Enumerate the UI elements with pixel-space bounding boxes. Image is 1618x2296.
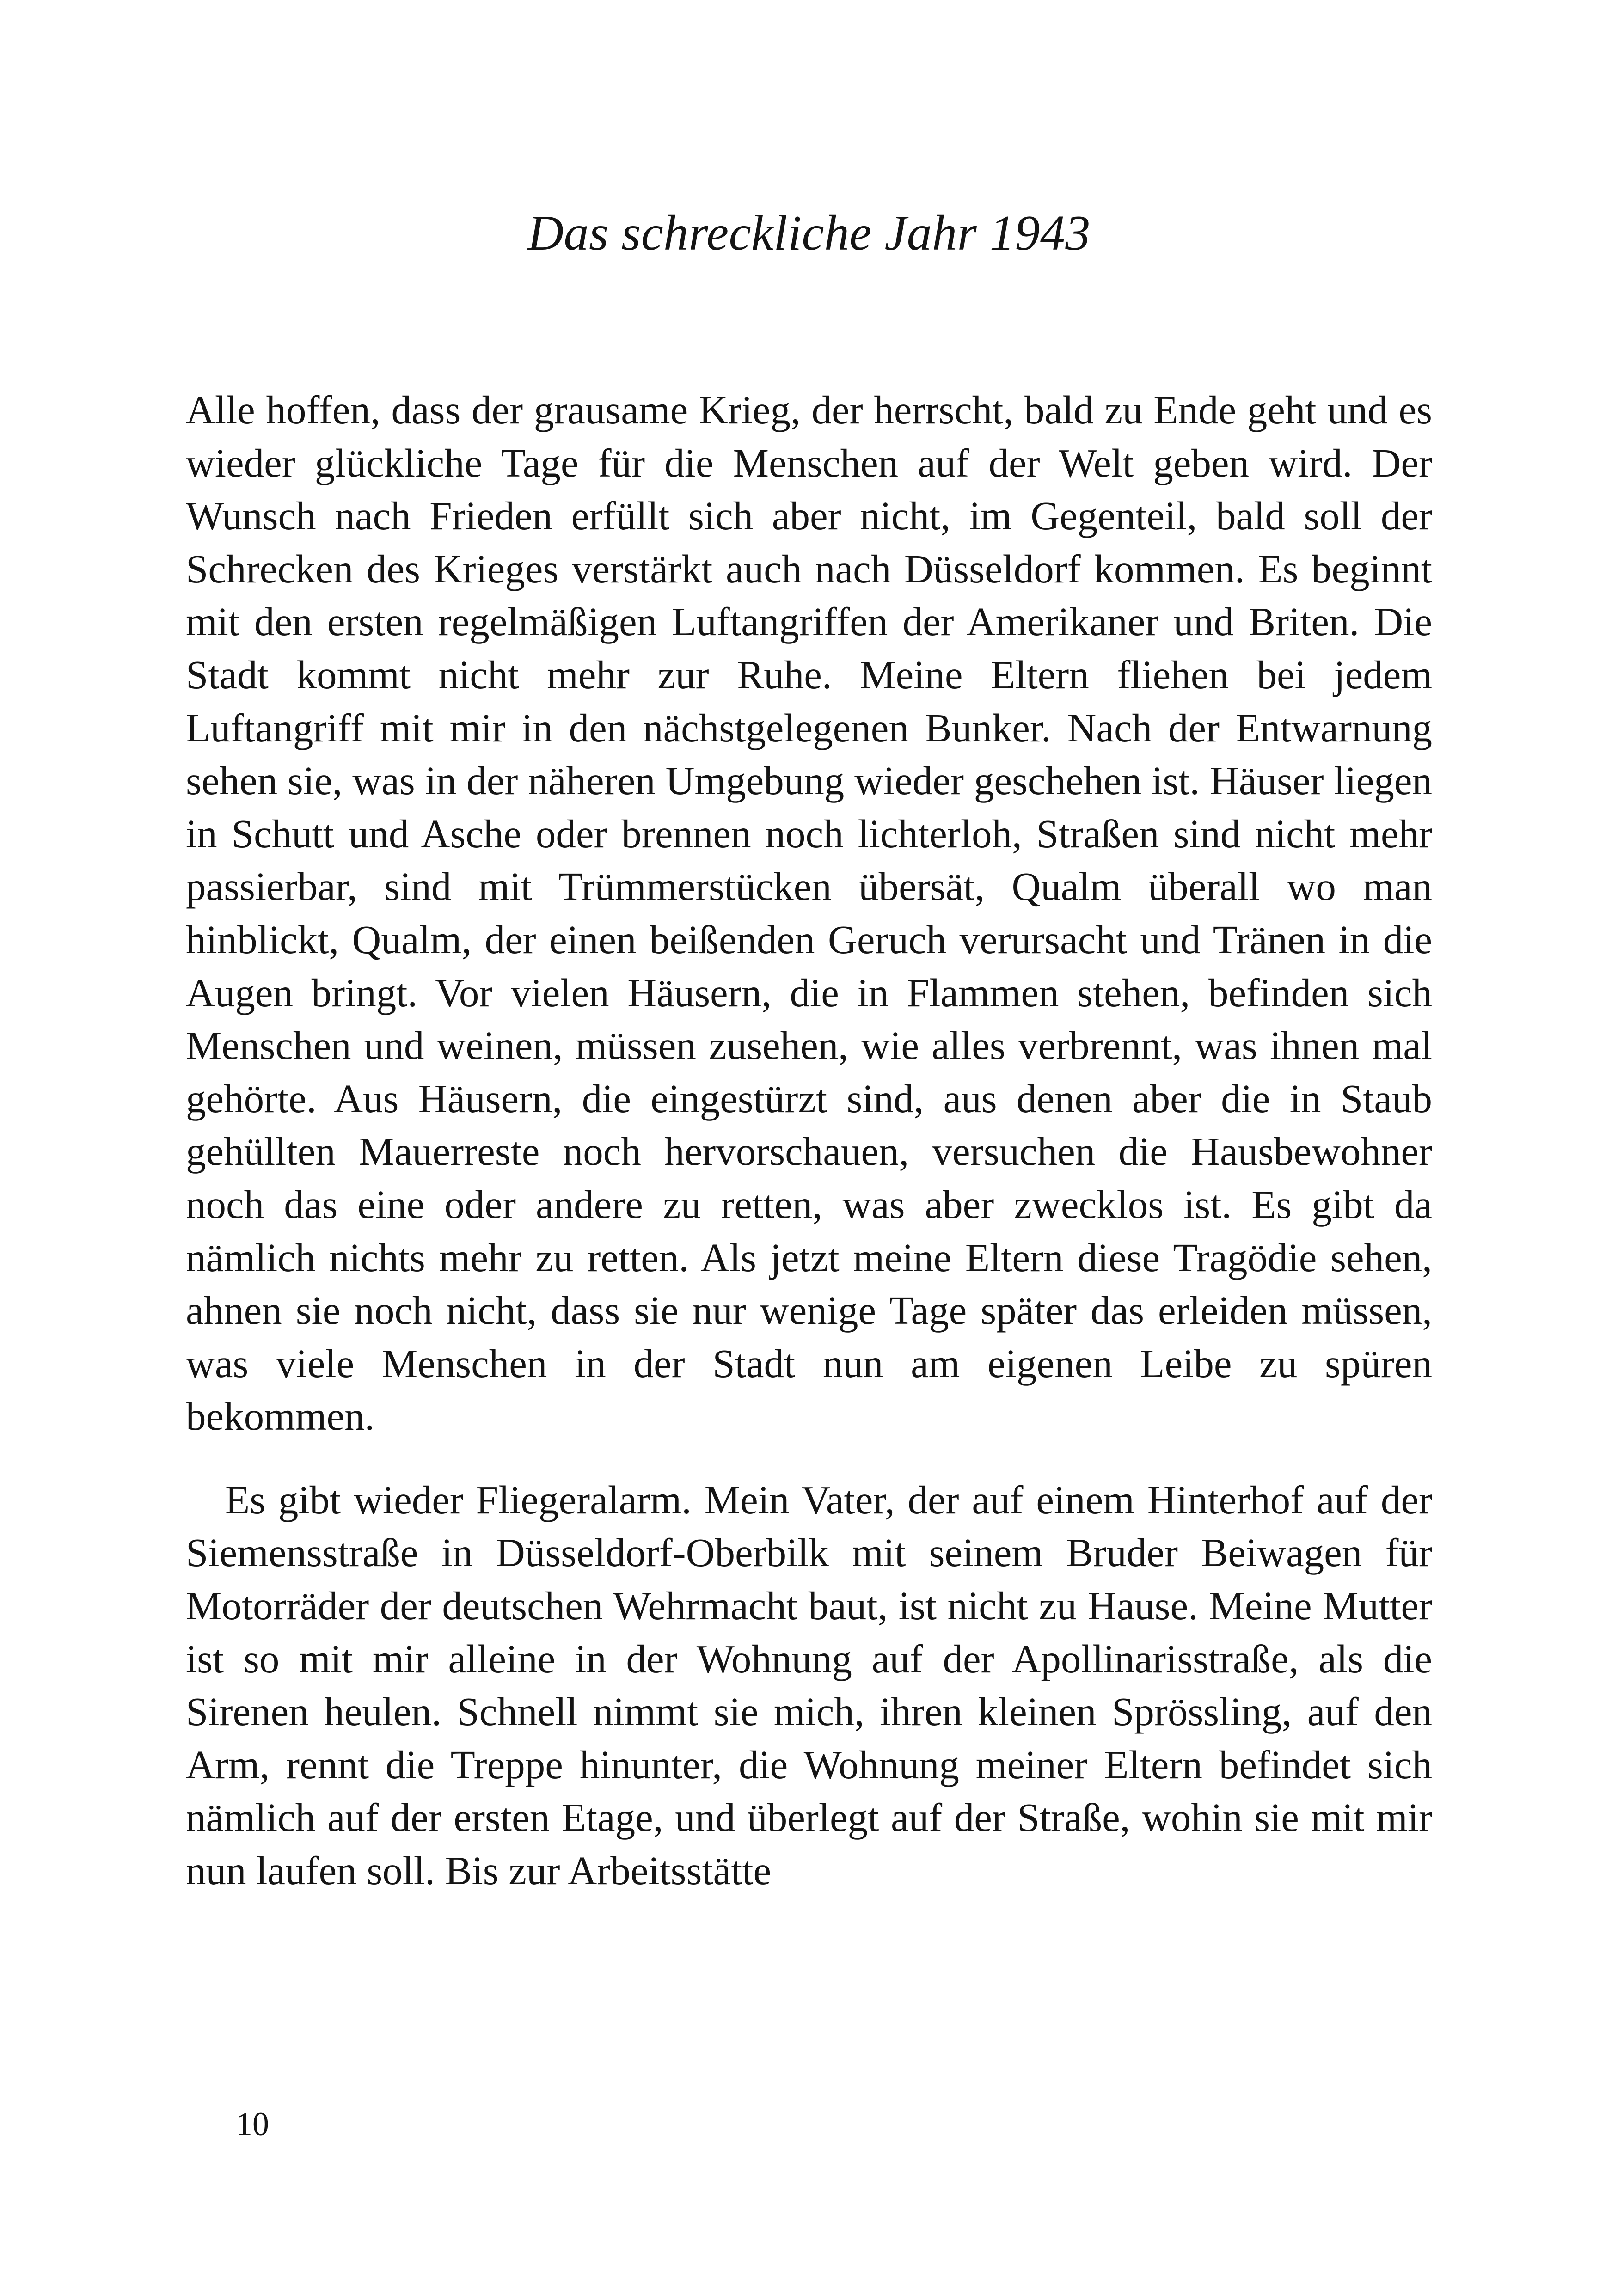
- body-text: [186, 384, 1432, 1898]
- chapter-title: Das schreckliche Jahr 1943: [527, 206, 1091, 261]
- page-number: 10: [236, 2106, 269, 2143]
- paragraph-2: Es gibt wieder Fliegeralarm. Mein Vater, der auf einem Hinterhof auf der Siemensstraße in Düsseldorf-Oberbilk mit seinem Bruder Beiwagen für Motorräder der deutschen Wehrmacht baut, ist nicht zu Hause. Meine Mutter ist so mit mir alleine in der Wohnung auf der Apollinarisstraße, als die Sirenen heulen. Schnell nimmt sie mich, ihren kleinen Sprössling, auf den Arm, rennt die Treppe hinunter, die Wohnung meiner Eltern befindet sich nämlich auf der ersten Etage, und überlegt auf der Straße, wohin sie mit mir nun laufen soll. Bis zur Arbeitsstätte: [186, 1477, 1432, 1893]
- paragraph-1: Alle hoffen, dass der grausame Krieg, der herrscht, bald zu Ende geht und es wieder glückliche Tage für die Menschen auf der Welt geben wird. Der Wunsch nach Frieden erfüllt sich aber nicht, im Gegenteil, bald soll der Schrecken des Krieges verstärkt auch nach Düsseldorf kommen. Es beginnt mit den ersten regelmäßigen Luftangriffen der Amerikaner und Briten. Die Stadt kommt nicht mehr zur Ruhe. Meine Eltern fliehen bei jedem Luftangriff mit mir in den nächstgelegenen Bunker. Nach der Entwarnung sehen sie, was in der näheren Umgebung wieder geschehen ist. Häuser liegen in Schutt und Asche oder brennen noch lichterloh, Straßen sind nicht mehr passierbar, sind mit Trümmerstücken übersät, Qualm überall wo man hinblickt, Qualm, der einen beißenden Geruch verursacht und Tränen in die Augen bringt. Vor vielen Häusern, die in Flammen stehen, befinden sich Menschen und weinen, müssen zusehen, wie alles verbrennt, was ihnen mal gehörte. Aus Häusern, die eingestürzt sind, aus denen aber die in Staub gehüllten Mauerreste noch hervorschauen, versuchen die Hausbewohner noch das eine oder andere zu retten, was aber zwecklos ist. Es gibt da nämlich nichts mehr zu retten. Als jetzt meine Eltern diese Tragödie sehen, ahnen sie noch nicht, dass sie nur wenige Tage später das erleiden müssen, was viele Menschen in der Stadt nun am eigenen Leibe zu spüren bekommen.: [186, 387, 1432, 1439]
